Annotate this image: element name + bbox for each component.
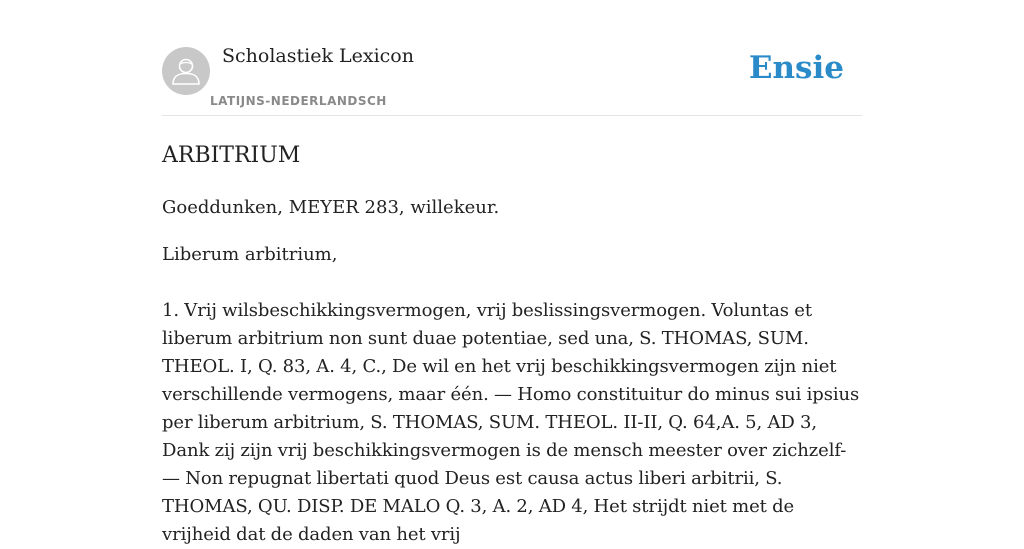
ensie-logo[interactable]: Ensie <box>748 50 844 86</box>
entry-paragraph: Liberum arbitrium, <box>162 244 338 265</box>
entry-paragraph: Goeddunken, MEYER 283, willekeur. <box>162 197 500 218</box>
entry-title: ARBITRIUM <box>162 143 301 168</box>
user-avatar-icon[interactable] <box>162 47 210 95</box>
book-title[interactable]: Scholastiek Lexicon <box>222 45 414 67</box>
book-subtitle: LATIJNS-NEDERLANDSCH <box>210 94 387 108</box>
page <box>162 0 862 545</box>
header <box>162 0 862 116</box>
entry-paragraph: 1. Vrij wilsbeschikkingsvermogen, vrij beslissingsvermogen. Voluntas et liberum arbitrium non sunt duae potentiae, sed una, S. THOMAS, SUM. THEOL. I, Q. 83, A. 4, C., De wil en het vrij beschikkingsvermogen zijn niet verschillende vermogens, maar één. — Homo constituitur do minus sui ipsius per liberum arbitrium, S. THOMAS, SUM. THEOL. II-II, Q. 64,A. 5, AD 3, Dank zij zijn vrij beschikkingsvermogen is de mensch meester over zichzelf- — Non repugnat libertati quod Deus est causa actus liberi arbitrii, S. THOMAS, QU. DISP. DE MALO Q. 3, A. 2, AD 4, Het strijdt niet met de vrijheid dat de daden van het vrij <box>162 300 860 545</box>
